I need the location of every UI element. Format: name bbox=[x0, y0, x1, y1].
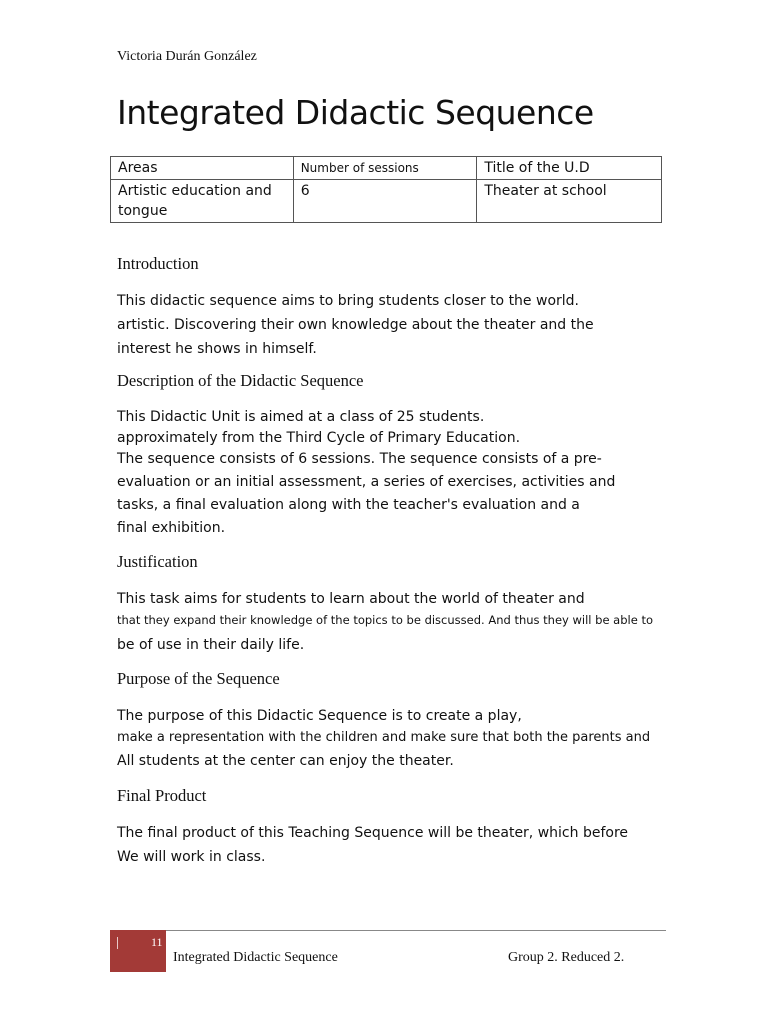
paragraph-line: final exhibition. bbox=[117, 520, 226, 536]
table-header-cell: Number of sessions bbox=[293, 157, 477, 180]
paragraph-line: The final product of this Teaching Sequence will be theater, which before bbox=[117, 825, 628, 841]
section-body-introduction bbox=[117, 289, 594, 361]
section-heading-introduction: Introduction bbox=[117, 254, 199, 273]
table-cell: Theater at school bbox=[477, 180, 662, 223]
paragraph-line: The sequence consists of 6 sessions. The sequence consists of a pre- bbox=[117, 451, 602, 467]
table-cell: 6 bbox=[293, 180, 477, 223]
footer-divider bbox=[110, 930, 666, 931]
paragraph-line: tasks, a final evaluation along with the teacher's evaluation and a bbox=[117, 497, 580, 513]
table-header-cell: Areas bbox=[111, 157, 294, 180]
section-body-final-product bbox=[117, 821, 628, 869]
paragraph-line: The purpose of this Didactic Sequence is to create a play, bbox=[117, 708, 522, 724]
table-header-cell: Title of the U.D bbox=[477, 157, 662, 180]
paragraph-line: This task aims for students to learn about the world of theater and bbox=[117, 591, 585, 607]
table-cell: Artistic education and tongue bbox=[111, 180, 294, 223]
section-body-description-cont bbox=[117, 448, 615, 540]
page-number: 11 bbox=[151, 935, 163, 949]
paragraph-line: This Didactic Unit is aimed at a class of 25 students. bbox=[117, 409, 485, 425]
footer-document-title: Integrated Didactic Sequence bbox=[173, 950, 338, 965]
section-body-description bbox=[117, 407, 520, 449]
section-body-purpose bbox=[117, 705, 650, 773]
paragraph-line: make a representation with the children and make sure that both the parents and bbox=[117, 730, 651, 745]
document-title: Integrated Didactic Sequence bbox=[117, 93, 594, 132]
paragraph-line: that they expand their knowledge of the topics to be discussed. And thus they will be able to bbox=[117, 613, 654, 627]
paragraph-line: approximately from the Third Cycle of Primary Education. bbox=[117, 430, 521, 446]
page-box-mark bbox=[117, 937, 118, 949]
paragraph-line: artistic. Discovering their own knowledge about the theater and the bbox=[117, 317, 594, 333]
paragraph-line: interest he shows in himself. bbox=[117, 341, 317, 357]
author-name: Victoria Durán González bbox=[117, 49, 257, 64]
page-number-box bbox=[110, 930, 166, 972]
section-heading-purpose: Purpose of the Sequence bbox=[117, 669, 280, 688]
paragraph-line: We will work in class. bbox=[117, 849, 266, 865]
paragraph-line: evaluation or an initial assessment, a series of exercises, activities and bbox=[117, 474, 616, 490]
table-header-row bbox=[111, 157, 662, 180]
section-heading-final-product: Final Product bbox=[117, 786, 207, 805]
section-heading-justification: Justification bbox=[117, 552, 198, 571]
section-heading-description: Description of the Didactic Sequence bbox=[117, 371, 364, 390]
sequence-info-table bbox=[110, 156, 662, 223]
footer-group-label: Group 2. Reduced 2. bbox=[508, 950, 625, 965]
section-body-justification bbox=[117, 588, 653, 660]
table-row bbox=[111, 180, 662, 223]
paragraph-line: be of use in their daily life. bbox=[117, 637, 305, 653]
paragraph-line: This didactic sequence aims to bring students closer to the world. bbox=[117, 293, 579, 309]
paragraph-line: All students at the center can enjoy the theater. bbox=[117, 753, 454, 769]
